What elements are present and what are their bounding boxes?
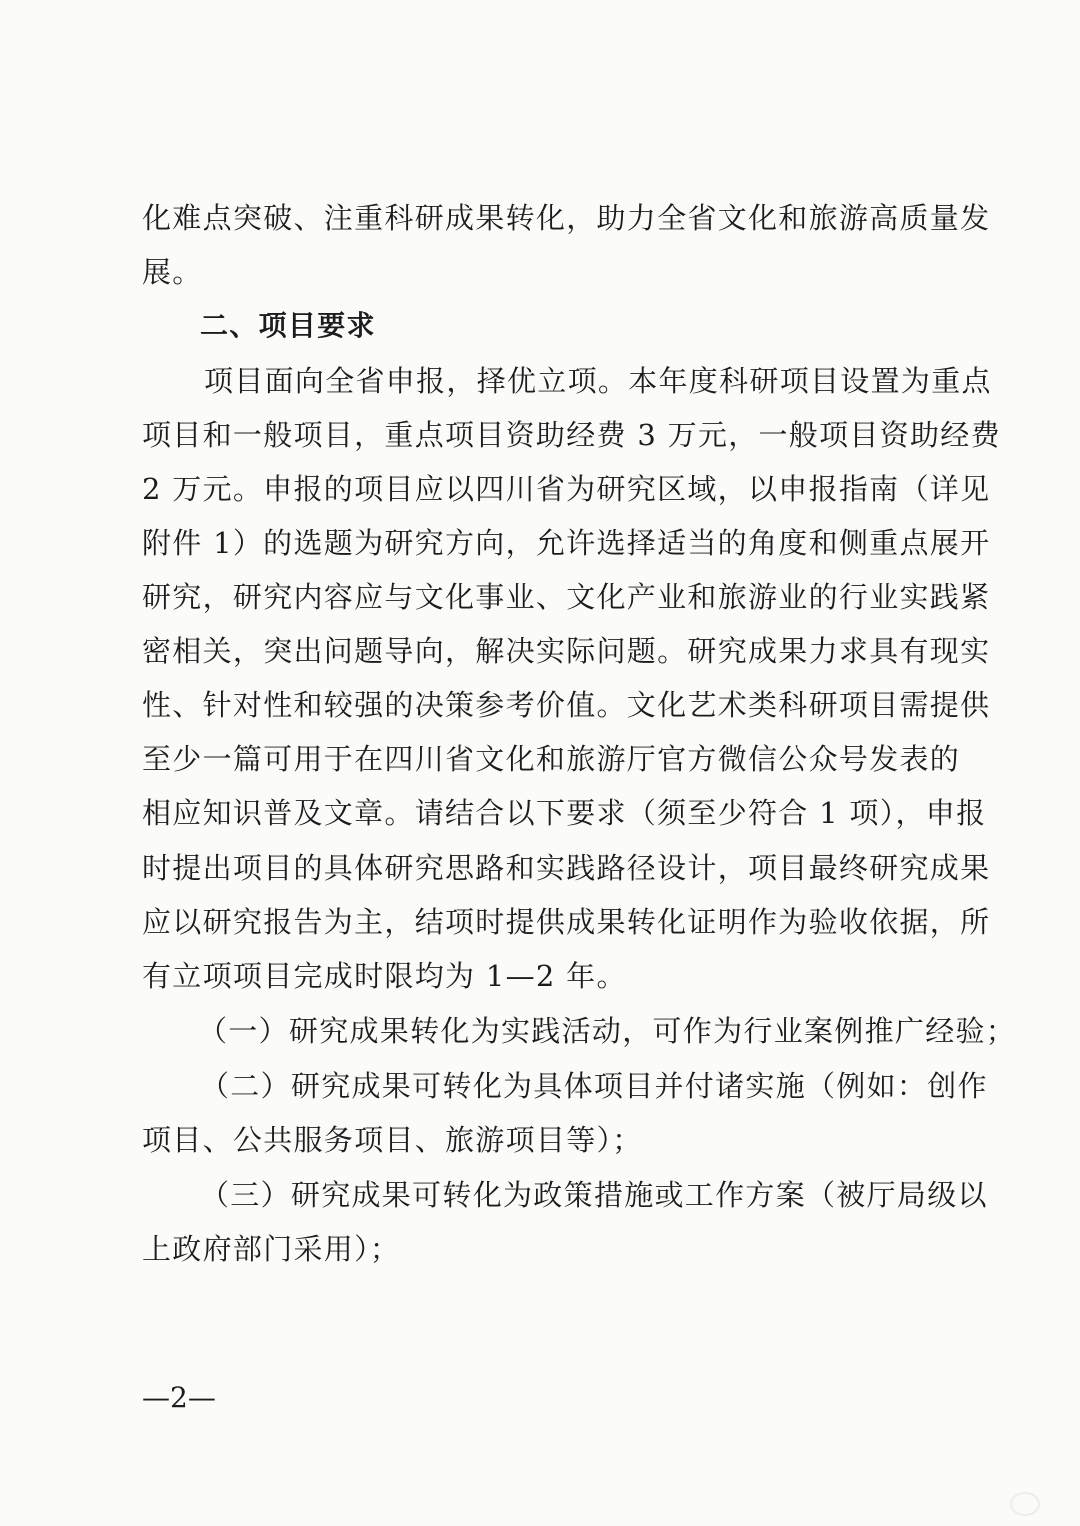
paragraph-line: 附件 1）的选题为研究方向，允许选择适当的角度和侧重点展开 bbox=[142, 526, 991, 560]
paragraph-line: 项目、公共服务项目、旅游项目等）； bbox=[142, 1123, 643, 1157]
paragraph-line: 有立项项目完成时限均为 1—2 年。 bbox=[142, 959, 627, 993]
section-heading: 二、项目要求 bbox=[200, 309, 376, 342]
paragraph-line: 上政府部门采用）； bbox=[142, 1232, 401, 1266]
paragraph-line: 化难点突破、注重科研成果转化，助力全省文化和旅游高质量发 bbox=[142, 201, 991, 235]
watermark bbox=[1010, 1492, 1040, 1516]
paragraph-line: 密相关，突出问题导向，解决实际问题。研究成果力求具有现实 bbox=[142, 634, 991, 668]
paragraph-line: 性、针对性和较强的决策参考价值。文化艺术类科研项目需提供 bbox=[142, 688, 991, 722]
list-item: （二）研究成果可转化为具体项目并付诸实施（例如：创作 bbox=[200, 1069, 988, 1103]
paragraph-line: 展。 bbox=[142, 255, 203, 289]
paragraph-line: 至少一篇可用于在四川省文化和旅游厅官方微信公众号发表的 bbox=[142, 742, 961, 776]
paragraph-line: 相应知识普及文章。请结合以下要求（须至少符合 1 项），申报 bbox=[142, 796, 987, 830]
paragraph-line: 2 万元。申报的项目应以四川省为研究区域，以申报指南（详见 bbox=[142, 472, 991, 506]
list-item: （三）研究成果可转化为政策措施或工作方案（被厅局级以 bbox=[200, 1178, 988, 1212]
paragraph-line: 项目面向全省申报，择优立项。本年度科研项目设置为重点 bbox=[204, 364, 992, 398]
paragraph-line: 项目和一般项目，重点项目资助经费 3 万元，一般项目资助经费 bbox=[142, 418, 1001, 452]
wechat-icon bbox=[1010, 1492, 1040, 1516]
page-number: —2— bbox=[142, 1381, 216, 1414]
paragraph-line: 时提出项目的具体研究思路和实践路径设计，项目最终研究成果 bbox=[142, 851, 991, 885]
paragraph-line: 应以研究报告为主，结项时提供成果转化证明作为验收依据，所 bbox=[142, 905, 991, 939]
paragraph-line: 研究，研究内容应与文化事业、文化产业和旅游业的行业实践紧 bbox=[142, 580, 991, 614]
list-item: （一）研究成果转化为实践活动，可作为行业案例推广经验； bbox=[198, 1014, 1017, 1048]
